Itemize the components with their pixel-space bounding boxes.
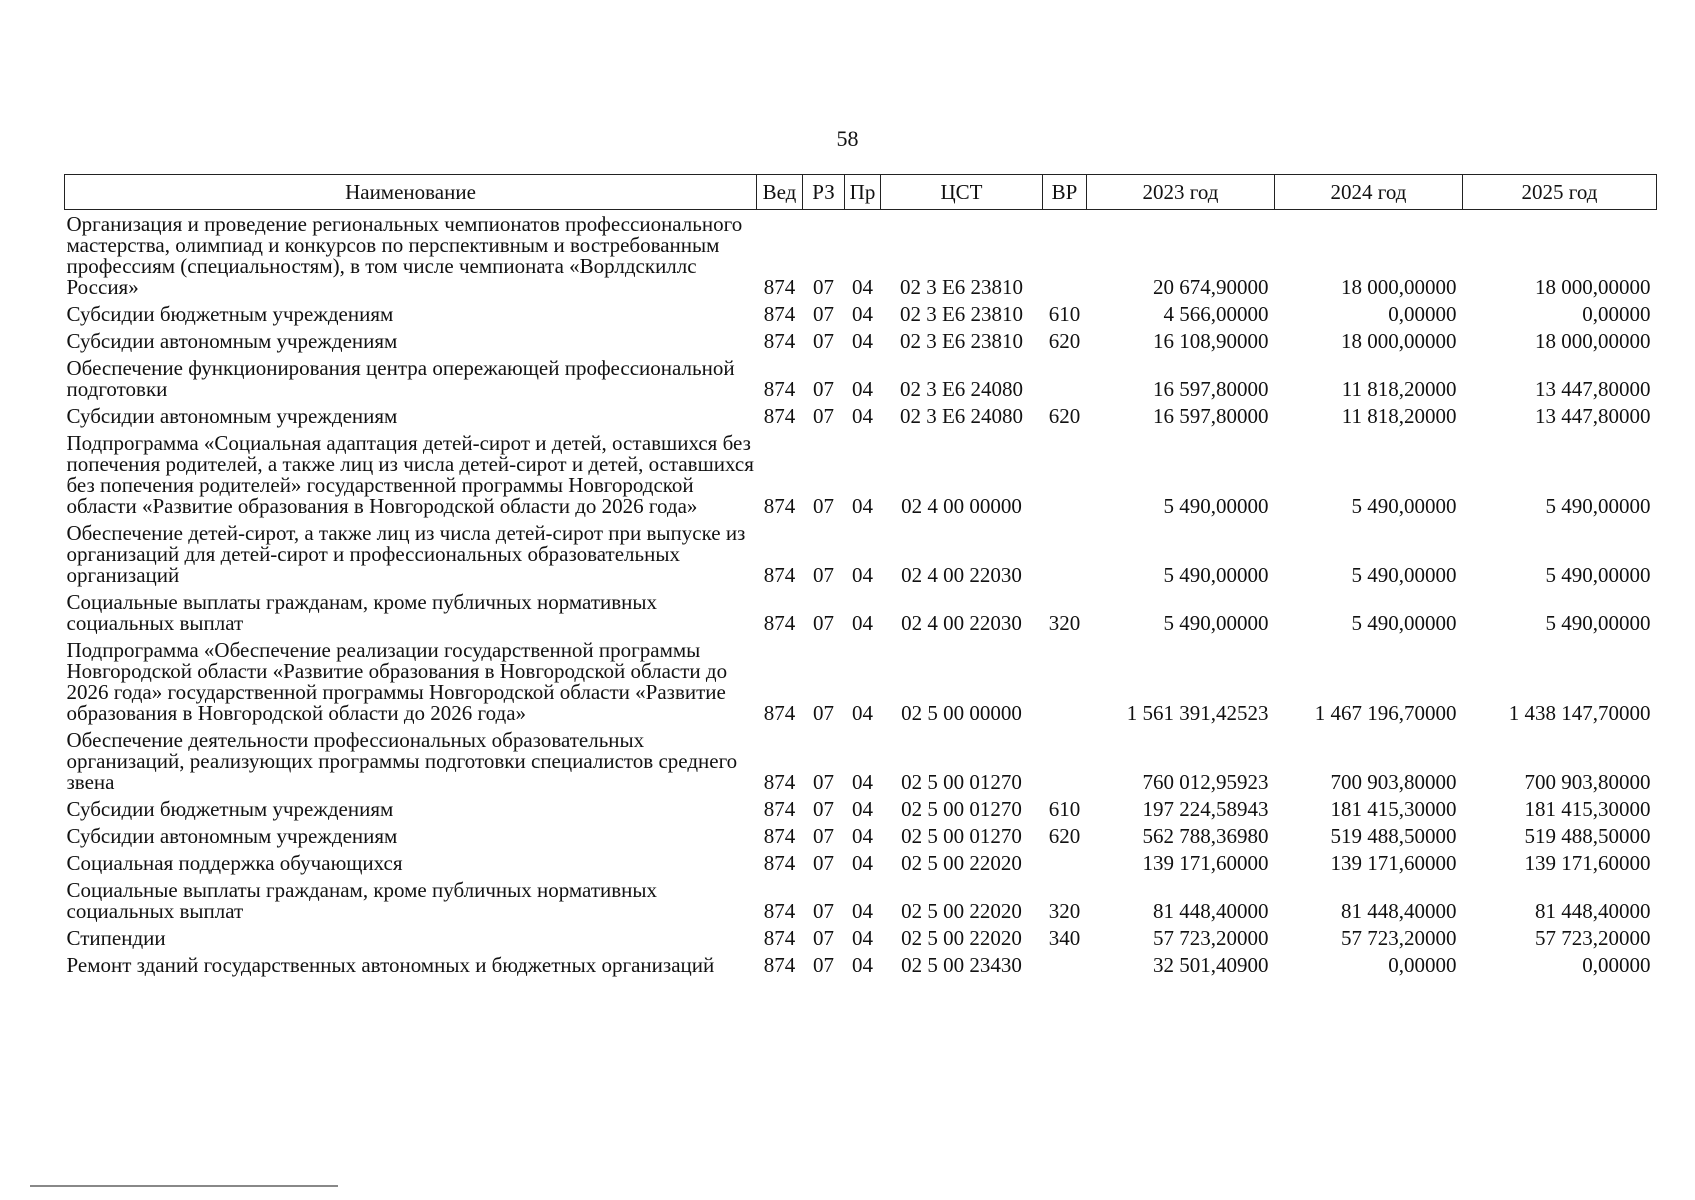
table-row: [65, 354, 1657, 402]
cell-cst: 02 3 Е6 23810: [899, 329, 1024, 353]
table-body: [65, 210, 1657, 979]
cell-cst: 02 4 00 00000: [901, 494, 1022, 518]
table-row: [65, 636, 1657, 726]
cell-cst: 02 3 Е6 24080: [899, 404, 1024, 428]
cell-y2023: 5 490,00000: [1163, 611, 1269, 635]
table-row: [65, 429, 1657, 519]
cell-y2025: 57 723,20000: [1535, 926, 1651, 950]
cell-vr: [1043, 519, 1087, 588]
cell-name: Социальные выплаты гражданам, кроме публичных нормативных социальных выплат: [66, 878, 658, 923]
cell-y2024: 18 000,00000: [1341, 275, 1457, 299]
header-pr: Пр: [845, 175, 881, 210]
cell-ved: 874: [763, 404, 796, 428]
cell-y2024: 5 490,00000: [1351, 494, 1457, 518]
cell-rz: 07: [813, 926, 834, 950]
cell-ved: 874: [763, 899, 796, 923]
cell-y2025: 0,00000: [1582, 302, 1651, 326]
cell-cst: 02 5 00 01270: [901, 770, 1022, 794]
cell-vr: 320: [1048, 899, 1081, 923]
cell-y2024: 0,00000: [1388, 302, 1457, 326]
cell-cst: 02 5 00 01270: [901, 824, 1022, 848]
cell-y2024: 181 415,30000: [1330, 797, 1457, 821]
cell-name: Ремонт зданий государственных автономных и бюджетных организаций: [66, 953, 715, 977]
cell-y2023: 16 597,80000: [1153, 377, 1269, 401]
cell-vr: 320: [1048, 611, 1081, 635]
cell-ved: 874: [763, 329, 796, 353]
cell-y2023: 4 566,00000: [1163, 302, 1269, 326]
cell-y2025: 5 490,00000: [1545, 611, 1651, 635]
cell-ved: 874: [763, 563, 796, 587]
cell-vr: [1043, 429, 1087, 519]
header-rz: РЗ: [803, 175, 845, 210]
cell-ved: 874: [763, 953, 796, 977]
cell-vr: [1043, 849, 1087, 876]
cell-y2024: 18 000,00000: [1341, 329, 1457, 353]
cell-vr: [1043, 951, 1087, 978]
cell-y2025: 13 447,80000: [1535, 404, 1651, 428]
cell-ved: 874: [763, 377, 796, 401]
table-row: [65, 210, 1657, 301]
cell-name: Субсидии автономным учреждениям: [66, 404, 398, 428]
header-name: Наименование: [65, 175, 757, 210]
cell-y2025: 81 448,40000: [1535, 899, 1651, 923]
cell-rz: 07: [813, 494, 834, 518]
cell-rz: 07: [813, 377, 834, 401]
cell-y2024: 11 818,20000: [1341, 377, 1457, 401]
page-number: 58: [836, 126, 859, 151]
cell-cst: 02 5 00 22020: [901, 851, 1022, 875]
cell-ved: 874: [763, 797, 796, 821]
cell-name: Обеспечение деятельности профессиональных образовательных организаций, реализующих программы подготовки специалистов среднего звена: [66, 728, 738, 794]
cell-pr: 04: [852, 275, 873, 299]
cell-name: Обеспечение функционирования центра опережающей профессиональной подготовки: [66, 356, 735, 401]
cell-vr: 620: [1048, 329, 1081, 353]
cell-y2024: 0,00000: [1388, 953, 1457, 977]
cell-name: Подпрограмма «Социальная адаптация детей-сирот и детей, оставшихся без попечения родителей, а также лиц из числа детей-сирот и детей, оставшихся без попечения родителей» государственной программы Новгородской области «Развитие образования в Новгородской области до 2026 года»: [66, 431, 754, 518]
cell-rz: 07: [813, 611, 834, 635]
table-row: [65, 726, 1657, 795]
header-vr: ВР: [1043, 175, 1087, 210]
cell-pr: 04: [852, 926, 873, 950]
cell-y2023: 57 723,20000: [1153, 926, 1269, 950]
cell-name: Субсидии бюджетным учреждениям: [66, 302, 394, 326]
cell-y2025: 139 171,60000: [1524, 851, 1651, 875]
cell-y2025: 13 447,80000: [1535, 377, 1651, 401]
cell-y2023: 5 490,00000: [1163, 563, 1269, 587]
budget-table: [64, 174, 1657, 978]
cell-pr: 04: [852, 797, 873, 821]
cell-ved: 874: [763, 851, 796, 875]
header-2024: 2024 год: [1275, 175, 1463, 210]
cell-y2025: 18 000,00000: [1535, 329, 1651, 353]
cell-y2024: 57 723,20000: [1341, 926, 1457, 950]
cell-pr: 04: [852, 377, 873, 401]
cell-y2025: 519 488,50000: [1524, 824, 1651, 848]
cell-cst: 02 5 00 01270: [901, 797, 1022, 821]
cell-y2023: 760 012,95923: [1142, 770, 1269, 794]
cell-y2023: 16 597,80000: [1153, 404, 1269, 428]
cell-ved: 874: [763, 770, 796, 794]
cell-y2024: 5 490,00000: [1351, 611, 1457, 635]
cell-y2023: 197 224,58943: [1142, 797, 1269, 821]
cell-rz: 07: [813, 329, 834, 353]
cell-y2023: 1 561 391,42523: [1126, 701, 1269, 725]
cell-name: Организация и проведение региональных чемпионатов профессионального мастерства, олимпиад и конкурсов по перспективным и востребованным профессиям (специальностям), в том числе чемпионата «Ворлдскиллс Россия»: [66, 212, 743, 299]
table-row: [65, 327, 1657, 354]
cell-pr: 04: [852, 302, 873, 326]
cell-vr: [1043, 636, 1087, 726]
cell-cst: 02 5 00 22020: [901, 899, 1022, 923]
table-row: [65, 519, 1657, 588]
cell-cst: 02 3 Е6 24080: [899, 377, 1024, 401]
table-header-row: [65, 175, 1657, 210]
table-row: [65, 588, 1657, 636]
header-cst: ЦСТ: [881, 175, 1043, 210]
cell-cst: 02 5 00 22020: [901, 926, 1022, 950]
cell-pr: 04: [852, 563, 873, 587]
cell-y2023: 16 108,90000: [1153, 329, 1269, 353]
cell-vr: 610: [1048, 302, 1081, 326]
cell-name: Субсидии автономным учреждениям: [66, 824, 398, 848]
cell-ved: 874: [763, 275, 796, 299]
cell-rz: 07: [813, 953, 834, 977]
footer-rule: [30, 1185, 338, 1187]
cell-vr: 620: [1048, 404, 1081, 428]
cell-y2025: 0,00000: [1582, 953, 1651, 977]
table-row: [65, 300, 1657, 327]
cell-ved: 874: [763, 926, 796, 950]
cell-rz: 07: [813, 851, 834, 875]
cell-y2024: 5 490,00000: [1351, 563, 1457, 587]
cell-ved: 874: [763, 302, 796, 326]
cell-y2024: 700 903,80000: [1330, 770, 1457, 794]
cell-vr: [1043, 354, 1087, 402]
cell-vr: [1043, 210, 1087, 301]
cell-y2023: 32 501,40900: [1153, 953, 1269, 977]
cell-y2024: 1 467 196,70000: [1314, 701, 1457, 725]
cell-y2024: 11 818,20000: [1341, 404, 1457, 428]
cell-name: Субсидии бюджетным учреждениям: [66, 797, 394, 821]
cell-rz: 07: [813, 899, 834, 923]
cell-y2025: 700 903,80000: [1524, 770, 1651, 794]
cell-cst: 02 5 00 00000: [901, 701, 1022, 725]
cell-pr: 04: [852, 611, 873, 635]
cell-ved: 874: [763, 824, 796, 848]
cell-vr: 610: [1048, 797, 1081, 821]
cell-cst: 02 3 Е6 23810: [899, 302, 1024, 326]
cell-pr: 04: [852, 851, 873, 875]
cell-name: Подпрограмма «Обеспечение реализации государственной программы Новгородской области «Развитие образования в Новгородской области до 2026 года» государственной программы Новгородской области «Развитие образования в Новгородской области до 2026 года»: [66, 638, 728, 725]
table-row: [65, 876, 1657, 924]
cell-y2025: 18 000,00000: [1535, 275, 1651, 299]
cell-pr: 04: [852, 770, 873, 794]
table-row: [65, 951, 1657, 978]
cell-y2024: 519 488,50000: [1330, 824, 1457, 848]
cell-cst: 02 4 00 22030: [901, 563, 1022, 587]
cell-vr: 340: [1048, 926, 1081, 950]
cell-y2023: 20 674,90000: [1153, 275, 1269, 299]
cell-y2023: 81 448,40000: [1153, 899, 1269, 923]
cell-rz: 07: [813, 770, 834, 794]
cell-name: Социальные выплаты гражданам, кроме публичных нормативных социальных выплат: [66, 590, 658, 635]
cell-y2025: 5 490,00000: [1545, 563, 1651, 587]
cell-rz: 07: [813, 302, 834, 326]
table-row: [65, 795, 1657, 822]
cell-rz: 07: [813, 701, 834, 725]
cell-ved: 874: [763, 494, 796, 518]
cell-y2023: 139 171,60000: [1142, 851, 1269, 875]
cell-y2025: 1 438 147,70000: [1508, 701, 1651, 725]
cell-pr: 04: [852, 494, 873, 518]
cell-name: Субсидии автономным учреждениям: [66, 329, 398, 353]
cell-ved: 874: [763, 611, 796, 635]
cell-ved: 874: [763, 701, 796, 725]
cell-rz: 07: [813, 275, 834, 299]
cell-name: Обеспечение детей-сирот, а также лиц из числа детей-сирот при выпуске из организаций для детей-сирот и профессиональных образовательных организаций: [66, 521, 746, 587]
cell-pr: 04: [852, 824, 873, 848]
cell-rz: 07: [813, 404, 834, 428]
table-row: [65, 849, 1657, 876]
header-2025: 2025 год: [1463, 175, 1657, 210]
cell-cst: 02 3 Е6 23810: [899, 275, 1024, 299]
cell-pr: 04: [852, 329, 873, 353]
cell-rz: 07: [813, 797, 834, 821]
header-ved: Вед: [757, 175, 803, 210]
cell-pr: 04: [852, 404, 873, 428]
table-row: [65, 822, 1657, 849]
cell-y2023: 5 490,00000: [1163, 494, 1269, 518]
cell-pr: 04: [852, 899, 873, 923]
cell-name: Стипендии: [66, 926, 166, 950]
cell-name: Социальная поддержка обучающихся: [66, 851, 403, 875]
cell-rz: 07: [813, 824, 834, 848]
header-2023: 2023 год: [1087, 175, 1275, 210]
cell-pr: 04: [852, 701, 873, 725]
cell-cst: 02 4 00 22030: [901, 611, 1022, 635]
cell-vr: 620: [1048, 824, 1081, 848]
cell-vr: [1043, 726, 1087, 795]
cell-pr: 04: [852, 953, 873, 977]
cell-y2025: 5 490,00000: [1545, 494, 1651, 518]
cell-y2025: 181 415,30000: [1524, 797, 1651, 821]
table-row: [65, 402, 1657, 429]
cell-cst: 02 5 00 23430: [901, 953, 1022, 977]
cell-y2024: 139 171,60000: [1330, 851, 1457, 875]
cell-rz: 07: [813, 563, 834, 587]
cell-y2023: 562 788,36980: [1142, 824, 1269, 848]
table-row: [65, 924, 1657, 951]
cell-y2024: 81 448,40000: [1341, 899, 1457, 923]
